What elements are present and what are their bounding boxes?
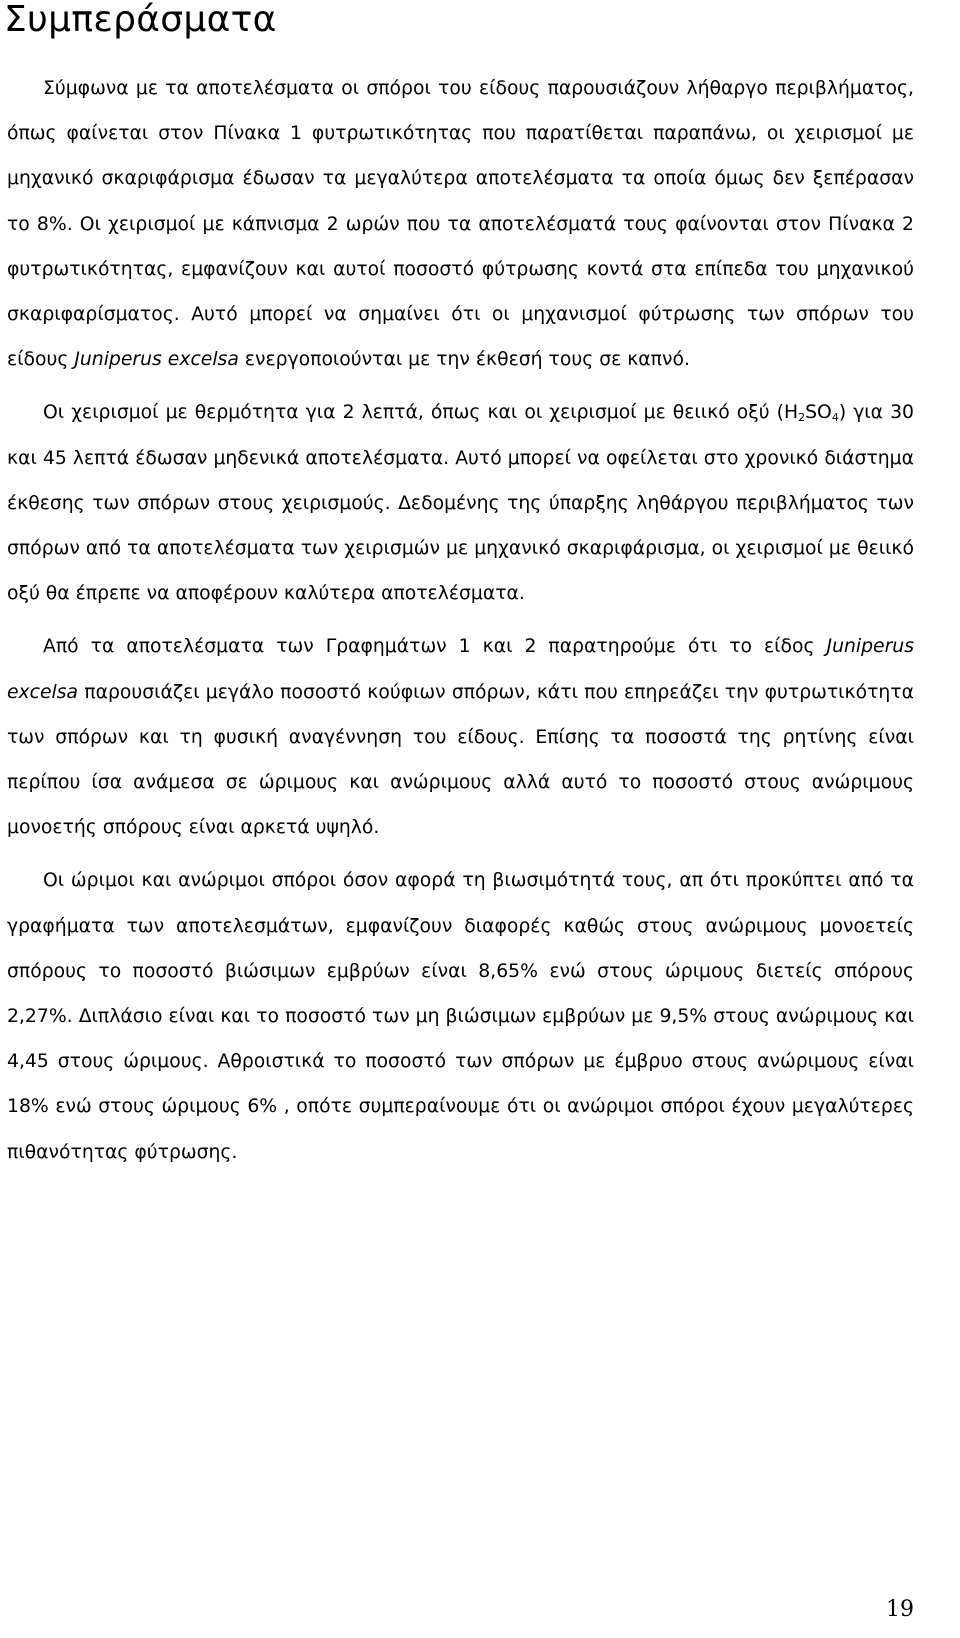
subscript-2: 2 (798, 411, 806, 425)
paragraph-4-text: Οι ώριμοι και ανώριμοι σπόροι όσον αφορά τη βιωσιμότητά τους, απ ότι προκύπτει από τα γραφήματα των αποτελεσμάτων, εμφανίζουν διαφορές καθώς στους ανώριμους μονοετείς σπόρους το ποσοστό βιώσιμων εμβρύων είναι 8,65% ενώ στους ώριμους διετείς σπόρους 2,27%. Διπλάσιο είναι και το ποσοστό των μη βιώσιμων εμβρύων με 9,5% στους ανώριμους και 4,45 στους ώριμους. Αθροιστικά το ποσοστό των σπόρων με έμβρυο στους ανώριμους είναι 18% ενώ στους ώριμους 6% , οπότε συμπεραίνουμε ότι οι ανώριμοι σπόροι έχουν μεγαλύτερες πιθανότητας φύτρωσης. (7, 870, 914, 1163)
paragraph-3-text-a: Από τα αποτελέσματα των Γραφημάτων 1 και 2 παρατηρούμε ότι το είδος (43, 636, 827, 658)
body-text (7, 66, 914, 1183)
paragraph-2-text-b: SO (805, 402, 832, 424)
paragraph-1 (7, 66, 914, 382)
paragraph-2 (7, 390, 914, 616)
subscript-4: 4 (831, 411, 839, 425)
paragraph-2-text-c: ) για 30 και 45 λεπτά έδωσαν μηδενικά αποτελέσματα. Αυτό μπορεί να οφείλεται στο χρονικό διάστημα έκθεσης των σπόρων στους χειρισμούς. Δεδομένης της ύπαρξης ληθάργου περιβλήματος των σπόρων από τα αποτελέσματα των χειρισμών με μηχανικό σκαριφάρισμα, οι χειρισμοί με θειικό οξύ θα έπρεπε να αποφέρουν καλύτερα αποτελέσματα. (7, 402, 914, 605)
paragraph-3-text-b: παρουσιάζει μεγάλο ποσοστό κούφιων σπόρων, κάτι που επηρεάζει την φυτρωτικότητα των σπόρων και τη φυσική αναγέννηση του είδους. Επίσης τα ποσοστά της ρητίνης είναι περίπου ίσα ανάμεσα σε ώριμους και ανώριμους αλλά αυτό το ποσοστό στους ανώριμους μονοετής σπόρους είναι αρκετά υψηλό. (7, 681, 914, 839)
species-name: Juniperus excelsa (7, 636, 914, 703)
paragraph-1-text-a: Σύμφωνα με τα αποτελέσματα οι σπόροι του είδους παρουσιάζουν λήθαργο περιβλήματος, όπως φαίνεται στον Πίνακα 1 φυτρωτικότητας που παρατίθεται παραπάνω, οι χειρισμοί με μηχανικό σκαριφάρισμα έδωσαν τα μεγαλύτερα αποτελέσματα τα οποία όμως δεν ξεπέρασαν το 8%. Οι χειρισμοί με κάπνισμα 2 ωρών που τα αποτελέσματά τους φαίνονται στον Πίνακα 2 φυτρωτικότητας, εμφανίζουν και αυτοί ποσοστό φύτρωσης κοντά στα επίπεδα του μηχανικού σκαριφαρίσματος. Αυτό μπορεί να σημαίνει ότι οι μηχανισμοί φύτρωσης των σπόρων του είδους (7, 78, 914, 371)
section-heading: Συμπεράσματα (4, 0, 277, 40)
paragraph-4 (7, 858, 914, 1174)
paragraph-3 (7, 624, 914, 850)
paragraph-1-text-b: ενεργοποιούνται με την έκθεσή τους σε καπνό. (238, 349, 690, 371)
species-name: Juniperus excelsa (74, 349, 239, 371)
page-number: 19 (886, 1597, 914, 1622)
paragraph-2-text-a: Οι χειρισμοί με θερμότητα για 2 λεπτά, όπως και οι χειρισμοί με θειικό οξύ (H (43, 402, 799, 424)
